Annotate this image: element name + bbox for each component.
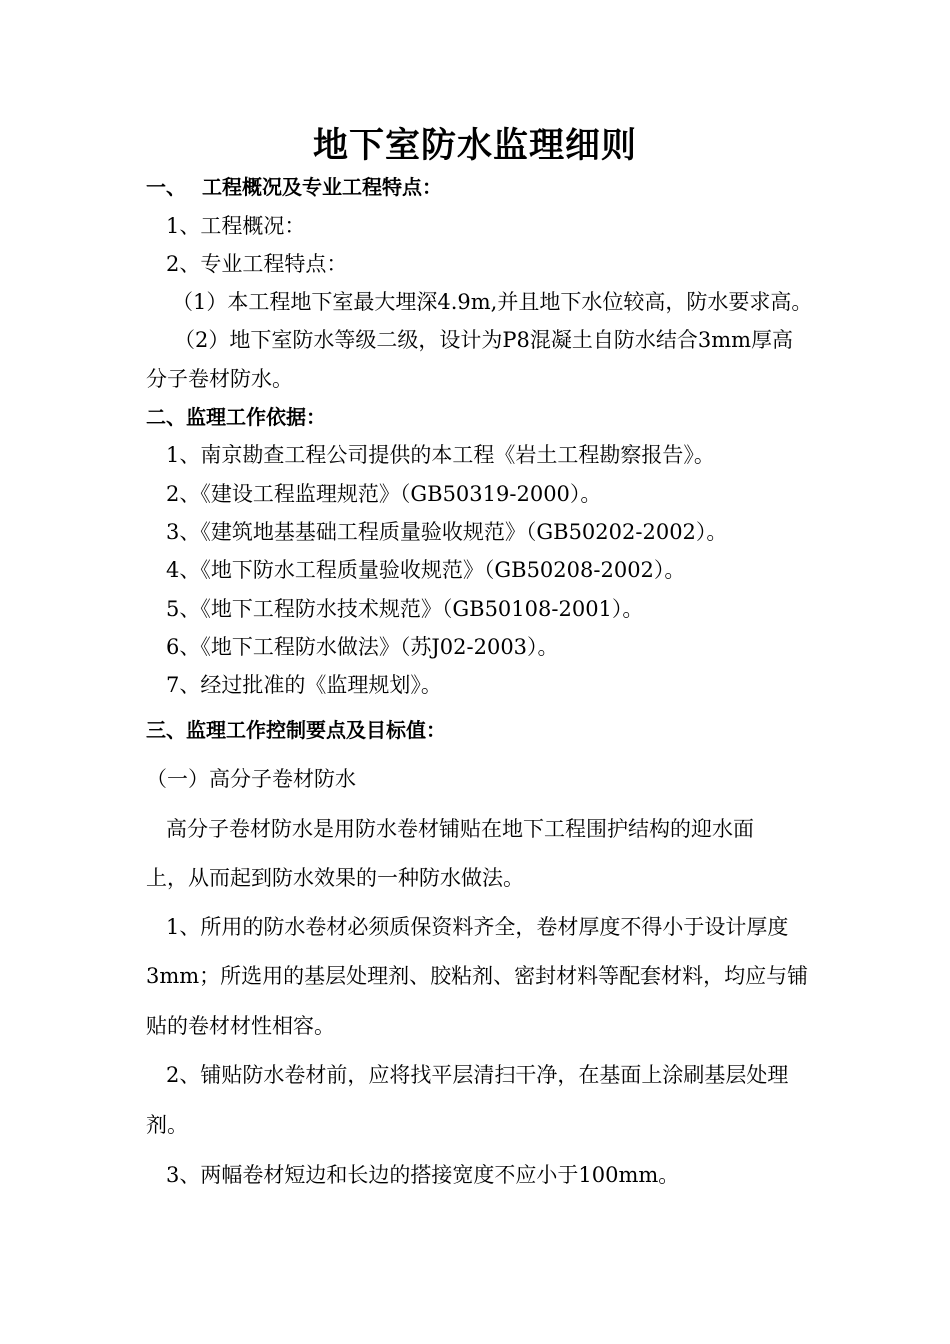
intro-line-2: 上，从而起到防水效果的一种防水做法。 — [146, 866, 524, 890]
section-2-item: 1、南京勘查工程公司提供的本工程《岩土工程勘察报告》。 — [166, 443, 715, 467]
section-2-item: 4、《地下防水工程质量验收规范》（GB50208-2002）。 — [166, 558, 686, 582]
rule-3: 3、两幅卷材短边和长边的搭接宽度不应小于100mm。 — [166, 1163, 680, 1187]
section-2-item: 5、《地下工程防水技术规范》（GB50108-2001）。 — [166, 597, 644, 621]
section-2-item: 6、《地下工程防水做法》（苏J02-2003）。 — [166, 635, 559, 659]
section-1-number: 一、 — [146, 175, 186, 199]
section-2-item: 2、《建设工程监理规范》（GB50319-2000）。 — [166, 482, 602, 506]
rule-1-line-2: 3mm；所选用的基层处理剂、胶粘剂、密封材料等配套材料，均应与铺 — [146, 964, 809, 988]
section-1-heading — [146, 173, 442, 201]
paragraph-1: （1）本工程地下室最大埋深4.9m,并且地下水位较高，防水要求高。 — [172, 290, 813, 314]
section-3-subheading: （一）高分子卷材防水 — [146, 767, 356, 791]
rule-1-line-3: 贴的卷材材性相容。 — [146, 1014, 335, 1038]
page-title: 地下室防水监理细则 — [312, 126, 637, 166]
section-2-item: 7、经过批准的《监理规划》。 — [166, 673, 442, 697]
section-1-title: 工程概况及专业工程特点： — [202, 175, 442, 199]
intro-line-1: 高分子卷材防水是用防水卷材铺贴在地下工程围护结构的迎水面 — [166, 817, 754, 841]
rule-2-line-2: 剂。 — [146, 1113, 188, 1137]
section-2-heading: 二、监理工作依据： — [146, 405, 326, 429]
section-3-heading: 三、监理工作控制要点及目标值： — [146, 718, 446, 742]
section-1-item-1: 1、工程概况： — [166, 214, 306, 238]
rule-2-line-1: 2、铺贴防水卷材前，应将找平层清扫干净，在基面上涂刷基层处理 — [166, 1063, 789, 1087]
paragraph-2a: （2）地下室防水等级二级，设计为P8混凝土自防水结合3mm厚高 — [174, 328, 794, 352]
paragraph-2b: 分子卷材防水。 — [146, 367, 293, 391]
section-1-item-2: 2、专业工程特点： — [166, 252, 348, 276]
section-2-item: 3、《建筑地基基础工程质量验收规范》（GB50202-2002）。 — [166, 520, 728, 544]
rule-1-line-1: 1、所用的防水卷材必须质保资料齐全，卷材厚度不得小于设计厚度 — [166, 915, 789, 939]
